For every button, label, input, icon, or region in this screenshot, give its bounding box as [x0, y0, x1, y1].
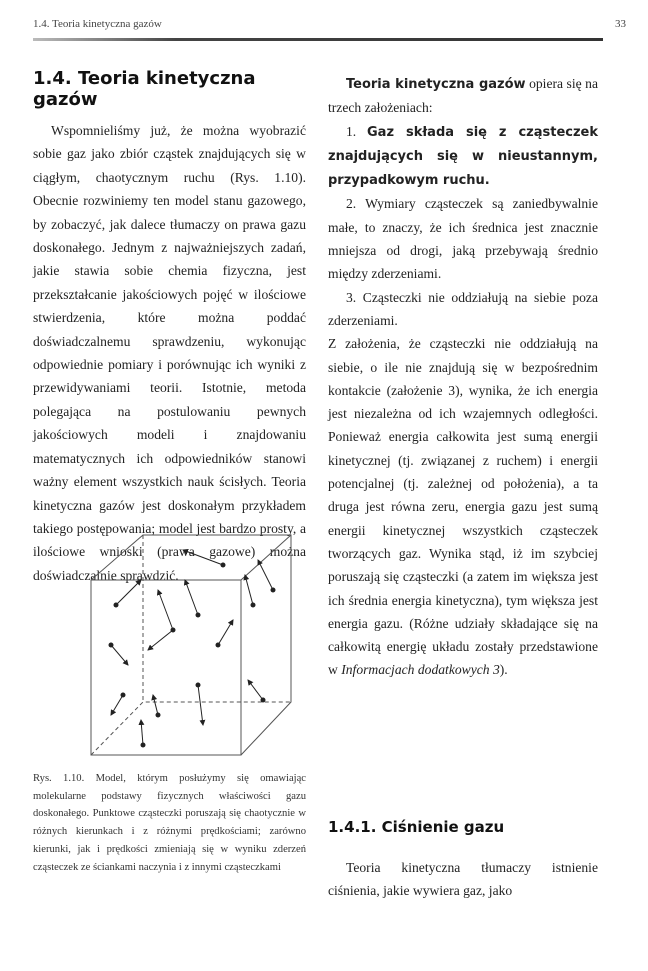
- section-title: 1.4. Teoria kinetyczna gazów: [33, 68, 256, 110]
- energy-text-a: Z założenia, że cząsteczki nie oddziałują na siebie, o ile nie znajdują się w bezpośrednim kontakcie (założenie 3), wynika, że ich energia jest niezależna od ich wzajemnych odległości. Ponieważ energia całkowita jest sumą energii kinetycznej (tj. związanej z ruchem) i energii potencjalnej (tj. zależnej od położenia), a ta druga jest równa zeru, energia gazu jest sumą energii kinetycznej wszystkich cząsteczek tworzących gaz. Wynika stąd, iż im szybciej poruszają się cząsteczki (a zatem im większa jest ich średnia energia kinetyczna), tym większa jest energia gazu. (Różne udziały składające się na całkowitą energię układu zostały przedstawione w: [328, 336, 598, 678]
- energy-paragraph: [328, 332, 598, 681]
- assumptions-term: Teoria kinetyczna gazów: [346, 77, 526, 92]
- page-number: 33: [615, 18, 626, 30]
- energy-text-b: ).: [499, 662, 508, 678]
- subsection-title: 1.4.1. Ciśnienie gazu: [328, 818, 505, 836]
- closing-paragraph: Teoria kinetyczna tłumaczy istnienie ciśnienia, jakie wywiera gaz, jako: [328, 860, 598, 899]
- assumption-item-3: 3. Cząsteczki nie oddziałują na siebie poza zderzeniami.: [328, 289, 598, 328]
- header-rule: [33, 38, 603, 41]
- assumption-item-1: [328, 120, 598, 193]
- molecule-trajectories: [111, 550, 273, 745]
- assumption-text-1: Gaz składa się z cząsteczek znajdujących się w nieustannym, przypadkowym ruchu.: [328, 124, 598, 189]
- running-header-title: 1.4. Teoria kinetyczna gazów: [33, 18, 162, 30]
- molecules: [109, 563, 276, 748]
- right-column: [328, 72, 598, 682]
- assumptions-rest: opiera się na trzech założeniach:: [328, 76, 599, 116]
- gas-molecules-figure: [33, 520, 306, 765]
- energy-text-italic: Informacjach dodatkowych 3: [341, 662, 500, 678]
- assumption-item-2: 2. Wymiary cząsteczek są zaniedbywalnie małe, to znaczy, że ich średnica jest znacznie mniejsza od drogi, jaką przebywają średnio między zderzeniami.: [328, 196, 598, 282]
- assumptions-intro: [328, 72, 598, 120]
- assumption-prefix-1: 1.: [346, 123, 368, 139]
- intro-paragraph: Wspomnieliśmy już, że można wyobrazić sobie gaz jako zbiór cząstek znajdujących się w ciągłym, chaotycznym ruchu (Rys. 1.10). Obecnie rozwiniemy ten model stanu gazowego, by zobaczyć, jak dalece tłumaczy on prawa gazu doskonałego. Jednym z najważniejszych zadań, jakie stawia sobie chemia fizyczna, jest przekształcanie jakościowych pojęć w ilościowe stwierdzenia, które można poddać doświadczalnemu sprawdzeniu, wykonując odpowiednie pomiary i porównując ich wyniki z przewidywaniami teorii. Istotnie, metoda polegająca na postulowaniu pewnych jakościowych modeli i znajdowaniu matematycznych ich odpowiedników stanowi ważny element wszystkich nauk ścisłych. Teoria kinetyczna gazów jest doskonałym przykładem takiego postępowania; model jest bardzo prosty, a ilościowe wnioski (prawa gazowe) można doświadczalnie sprawdzić.: [33, 123, 306, 583]
- figure-caption: Rys. 1.10. Model, którym posłużymy się omawiając molekularne podstawy fizycznych właściwości gazu doskonałego. Punktowe cząsteczki poruszają się chaotycznie w różnych kierunkach i z różnymi prędkościami; zarówno kierunki, jak i prędkości zmieniają się w wyniku zderzeń cząsteczek ze ściankami naczynia i z innymi cząsteczkami: [33, 773, 306, 873]
- container-box: [91, 535, 291, 755]
